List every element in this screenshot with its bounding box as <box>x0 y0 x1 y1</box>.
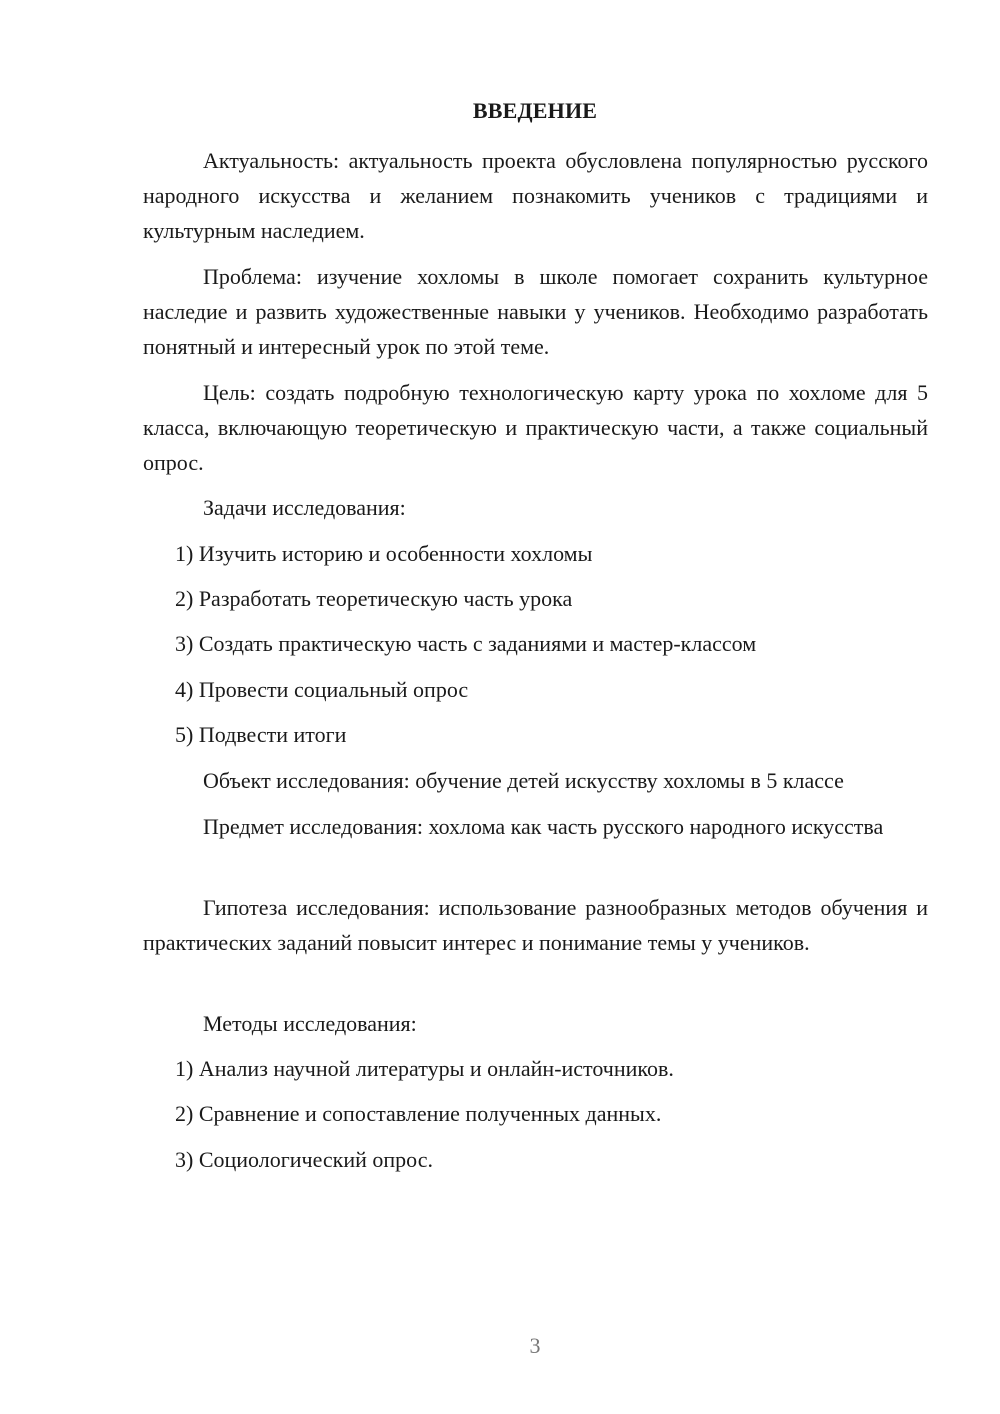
task-item-1: 1) Изучить историю и особенности хохломы <box>175 541 593 566</box>
actuality-paragraph: Актуальность: актуальность проекта обусловлена популярностью русского народного искусства и желанием познакомить учеников с традициями и культурным наследием. <box>143 148 928 243</box>
method-item-1: 1) Анализ научной литературы и онлайн-источников. <box>175 1056 674 1081</box>
task-item-2: 2) Разработать теоретическую часть урока <box>175 586 573 611</box>
method-item-2: 2) Сравнение и сопоставление полученных данных. <box>175 1101 662 1126</box>
goal-paragraph: Цель: создать подробную технологическую карту урока по хохломе для 5 класса, включающую теоретическую и практическую части, а также социальный опрос. <box>143 380 928 475</box>
subject-paragraph: Предмет исследования: хохлома как часть русского народного искусства <box>203 814 884 839</box>
method-item-3: 3) Социологический опрос. <box>175 1147 433 1172</box>
task-item-4: 4) Провести социальный опрос <box>175 677 469 702</box>
problem-paragraph: Проблема: изучение хохломы в школе помогает сохранить культурное наследие и развить художественные навыки у учеников. Необходимо разработать понятный и интересный урок по этой теме. <box>143 264 928 359</box>
hypothesis-paragraph: Гипотеза исследования: использование разнообразных методов обучения и практических заданий повысит интерес и понимание темы у учеников. <box>143 895 928 955</box>
object-line: Объект исследования: обучение детей искусству хохломы в 5 классе <box>203 768 844 793</box>
section-heading: ВВЕДЕНИЕ <box>472 98 598 123</box>
task-item-3: 3) Создать практическую часть с заданиями и мастер-классом <box>175 631 757 656</box>
tasks-heading: Задачи исследования: <box>203 495 406 520</box>
task-item-5: 5) Подвести итоги <box>175 722 347 747</box>
page-number: 3 <box>529 1333 541 1358</box>
methods-heading: Методы исследования: <box>203 1011 417 1036</box>
